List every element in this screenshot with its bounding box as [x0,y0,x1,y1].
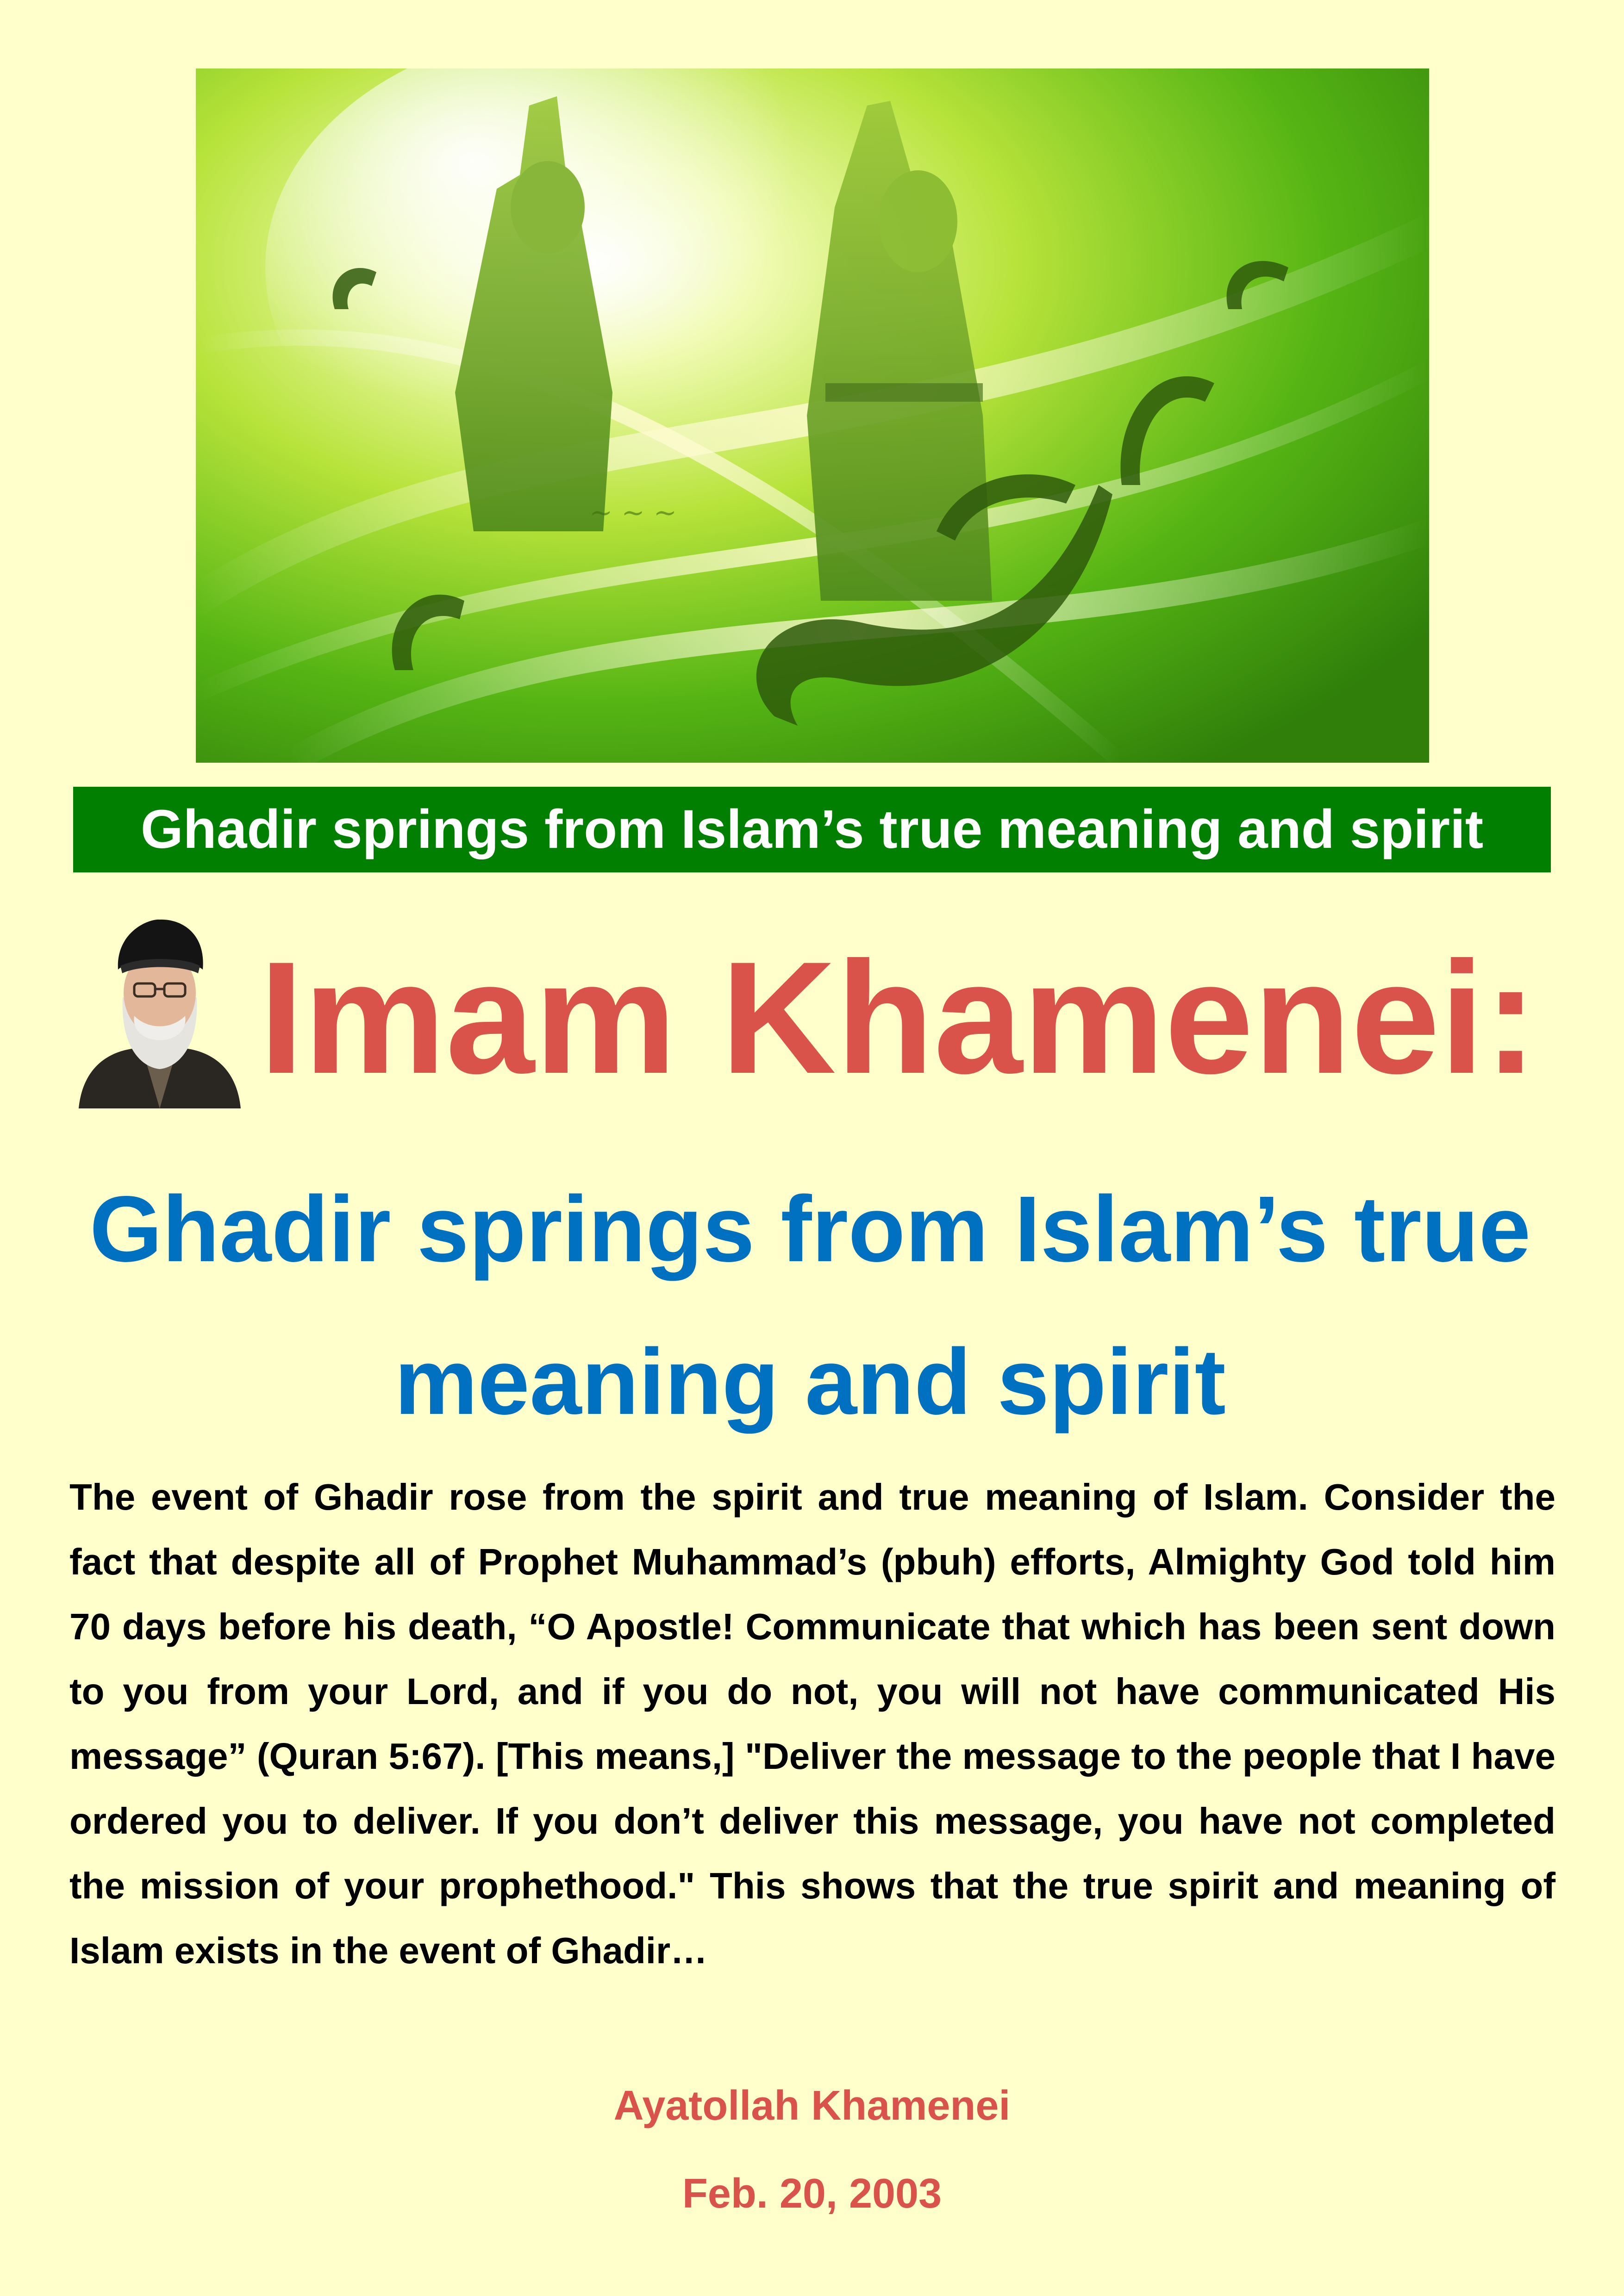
header-bar: Ghadir springs from Islam’s true meaning and spirit [73,787,1551,872]
signature-author: Ayatollah Khamenei [613,2083,1011,2129]
signature-date: Feb. 20, 2003 [682,2171,942,2217]
banner-illustration [196,68,1429,763]
banner-artwork [196,68,1429,763]
subtitle [60,1152,1560,1458]
portrait-icon [74,914,245,1108]
quote-paragraph: The event of Ghadir rose from the spirit and true meaning of Islam. Consider the fact that despite all of Prophet Muhammad’s (pbuh) efforts, Almighty God told him 70 days before his death, “O Apostle! Communicate that which has been sent down to you from your Lord, and if you do not, you will not have communicated His message” (Quran 5:67). [This means,] "Deliver the message to the people that I have ordered you to deliver. If you don’t deliver this message, you have not completed the mission of your prophethood." This shows that the true spirit and meaning of Islam exists in the event of Ghadir… [69,1476,1555,1971]
portrait-image [74,914,245,1108]
subtitle-line-1: Ghadir springs from Islam’s true [89,1176,1531,1281]
name-heading: Imam Khamenei: [259,929,1537,1107]
calligraphy-decoration: ~ ~ ~ [589,497,677,529]
subtitle-line-2: meaning and spirit [394,1329,1226,1434]
